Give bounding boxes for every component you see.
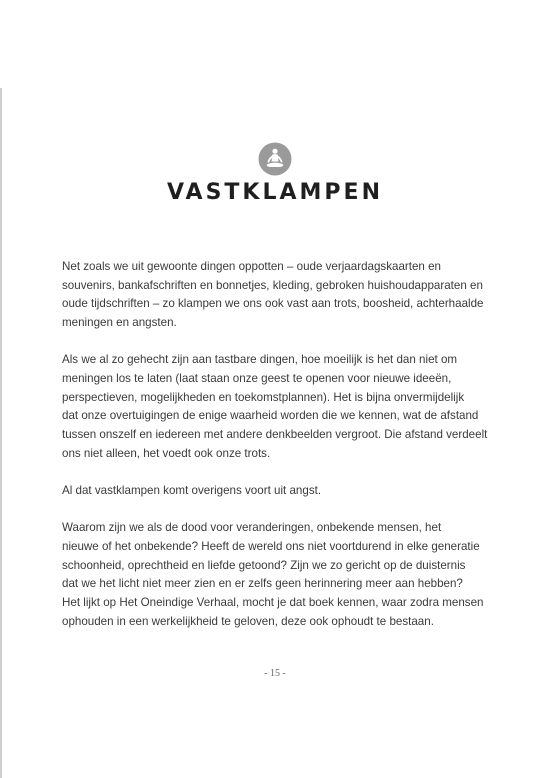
- text-line: dat onze overtuigingen de enige waarheid worden die we kennen, wat de afstand: [62, 409, 479, 423]
- meditating-figure-icon: [258, 142, 292, 176]
- text-line: Waarom zijn we als de dood voor veranderingen, onbekende mensen, het: [62, 521, 442, 535]
- chapter-body: [62, 258, 498, 650]
- text-line: souvenirs, bankafschriften en bonnetjes, kleding, gebroken huishoudapparaten en: [62, 278, 483, 292]
- text-line: tussen onszelf en iedereen met andere denkbeelden vergroot. Die afstand verdeelt: [62, 428, 488, 442]
- text-line: nieuwe of het onbekende? Heeft de wereld ons niet voortdurend in elke generatie: [62, 539, 480, 553]
- text-line: ons niet alleen, het voedt ook onze trots.: [62, 446, 271, 460]
- text-line: Het lijkt op Het Oneindige Verhaal, mocht je dat boek kennen, waar zodra mensen: [62, 596, 484, 610]
- paragraph: [62, 351, 498, 463]
- text-line: perspectieven, mogelijkheden en toekomstplannen). Het is bijna onvermijdelijk: [62, 390, 465, 404]
- text-line: dat we het licht niet meer zien en er zelfs geen herinnering meer aan hebben?: [62, 577, 463, 591]
- paragraph: [62, 482, 498, 501]
- text-line: meningen en angsten.: [62, 316, 177, 330]
- text-line: schoonheid, oprechtheid en liefde getoond? Zijn we zo gericht op de duisternis: [62, 558, 466, 572]
- page-number: - 15 -: [264, 668, 286, 679]
- paragraph: [62, 519, 498, 631]
- text-line: ophouden in een werkelijkheid te geloven, deze ook ophoudt te bestaan.: [62, 614, 434, 628]
- text-line: Al dat vastklampen komt overigens voort uit angst.: [62, 484, 322, 498]
- text-line: oude tijdschriften – zo klampen we ons ook vast aan trots, boosheid, achterhaalde: [62, 297, 484, 311]
- paragraph: [62, 258, 498, 333]
- chapter-title: VASTKLAMPEN: [167, 180, 383, 205]
- text-line: Net zoals we uit gewoonte dingen oppotten – oude verjaardagskaarten en: [62, 260, 441, 273]
- text-line: Als we al zo gehecht zijn aan tastbare dingen, hoe moeilijk is het dan niet om: [62, 353, 458, 367]
- text-line: meningen los te laten (laat staan onze geest te openen voor nieuwe ideeën,: [62, 372, 452, 386]
